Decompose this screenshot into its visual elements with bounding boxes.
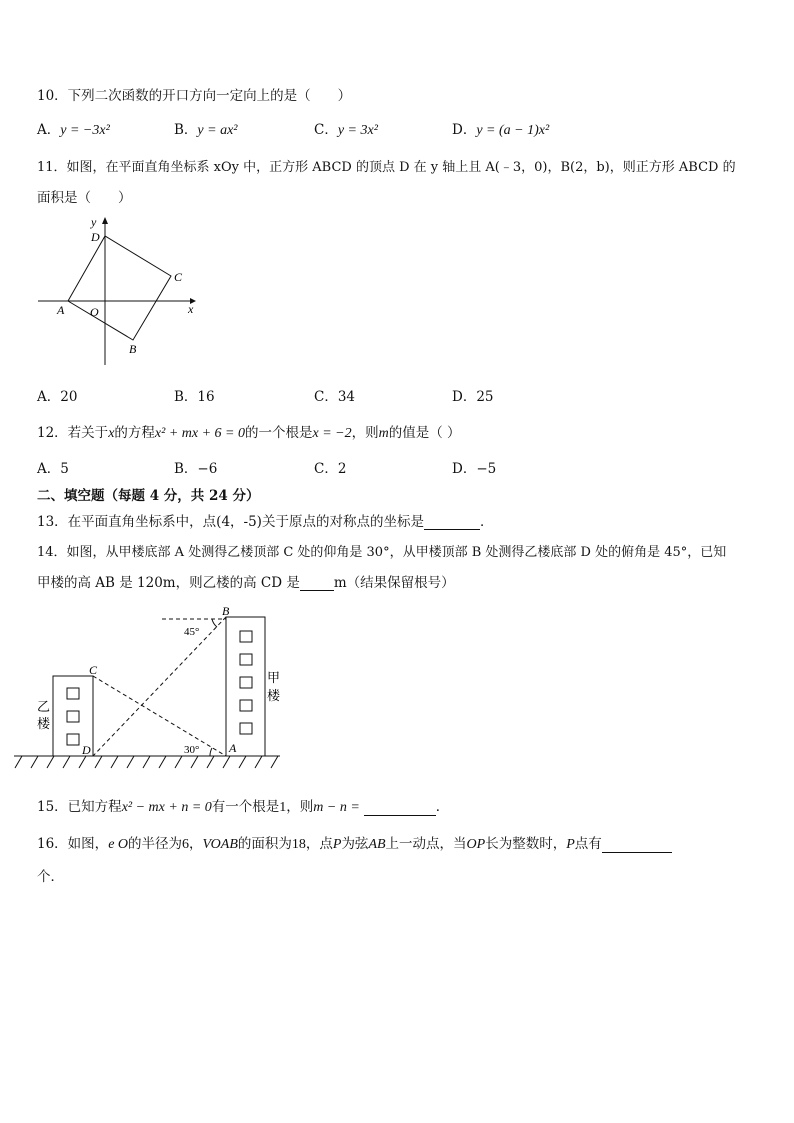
q16-point-p: P <box>566 837 575 852</box>
q11-stem-line2: 面积是（ ） <box>37 190 132 206</box>
q13-stem <box>37 510 493 530</box>
building-label-yi-2: 楼 <box>37 717 51 732</box>
q15-text: 有一个根是 <box>211 799 280 815</box>
q16-radius: 6 <box>182 837 190 852</box>
q12-text: 的一个根是 <box>244 425 313 441</box>
q10-option-a <box>37 118 110 139</box>
q12-text: 12．若关于 <box>37 425 109 441</box>
q13-text: 13．在平面直角坐标系中，点(4，-5)关于原点的对称点的坐标是 <box>37 514 424 530</box>
q16-text: 为弦 <box>341 836 369 852</box>
q15-end: ． <box>435 799 450 815</box>
q11-option-c <box>314 385 355 405</box>
option-value: 34 <box>337 389 356 405</box>
option-value: 25 <box>476 389 494 405</box>
option-letter: D． <box>452 122 477 138</box>
q16-text: 的面积为 <box>237 836 292 852</box>
q16-text: 长为整数时， <box>485 836 567 852</box>
q11-option-a <box>37 385 77 405</box>
q12-text: 的方程 <box>114 425 155 441</box>
point-label-c: C <box>89 663 98 677</box>
q16-text: 点有 <box>574 836 602 852</box>
angle-label-45: 45° <box>184 626 200 638</box>
point-label-a: A <box>229 741 237 755</box>
q12-option-c <box>314 457 346 477</box>
q15-root: 1 <box>279 800 287 815</box>
option-expr: y = (a − 1)x² <box>476 123 550 138</box>
point-label-b: B <box>222 604 230 618</box>
q12-stem <box>37 421 461 442</box>
q12-option-a <box>37 457 69 477</box>
q16-point-p: P <box>332 837 342 852</box>
option-letter: C． <box>314 461 338 477</box>
q16-stem-line1 <box>37 832 672 853</box>
q15-stem <box>37 795 449 816</box>
q12-equation: x² + mx + 6 = 0 <box>154 426 245 441</box>
point-label-b: B <box>129 342 137 356</box>
option-letter: B． <box>174 122 198 138</box>
q12-text: 的值是（ ） <box>388 425 461 441</box>
q16-area: 18 <box>291 837 306 852</box>
option-value: −6 <box>197 461 218 477</box>
q14-answer-blank[interactable] <box>300 576 334 591</box>
option-value: 5 <box>60 461 69 477</box>
q14-text: 甲楼的高 AB 是 120m，则乙楼的高 CD 是 <box>37 575 300 591</box>
q11-stem-line1: 11．如图，在平面直角坐标系 xOy 中，正方形 ABCD 的顶点 D 在 y 轴上且 A(﹣3，0)，B(2，b)，则正方形 ABCD 的 <box>37 160 736 175</box>
option-letter: D． <box>452 389 477 405</box>
q12-var-m: m <box>378 426 389 441</box>
axis-label-x: x <box>188 302 194 316</box>
option-letter: A． <box>37 389 61 405</box>
q10-stem: 10．下列二次函数的开口方向一定向上的是（ ） <box>37 88 352 104</box>
q16-text: 上一动点，当 <box>385 836 467 852</box>
q14-text: m（结果保留根号） <box>333 575 455 591</box>
q16-triangle: VOAB <box>202 837 238 852</box>
q15-expression: m − n = <box>313 800 360 815</box>
building-label-yi-1: 乙 <box>37 700 51 715</box>
axis-label-y: y <box>91 215 97 229</box>
q16-text: 16．如图， <box>37 836 109 852</box>
q16-stem-line2: 个． <box>37 869 64 885</box>
q12-option-b <box>174 457 217 477</box>
q16-circle: e O <box>108 837 129 852</box>
option-letter: A． <box>37 122 61 138</box>
angle-label-30: 30° <box>184 744 200 756</box>
q12-option-d <box>452 457 496 477</box>
option-letter: C． <box>314 389 338 405</box>
q16-text: ， <box>189 836 203 852</box>
q16-segment: OP <box>466 837 486 852</box>
q10-option-b <box>174 118 238 139</box>
q15-equation: x² − mx + n = 0 <box>121 800 212 815</box>
q15-text: ，则 <box>286 799 314 815</box>
option-value: 20 <box>60 389 78 405</box>
option-value: 2 <box>337 461 347 477</box>
q10-option-c <box>314 118 378 139</box>
q14-stem-line2 <box>37 571 455 591</box>
q10-option-d <box>452 118 549 139</box>
option-letter: C． <box>314 122 338 138</box>
q14-figure <box>12 600 282 780</box>
q15-answer-blank[interactable] <box>364 801 436 816</box>
q16-answer-blank[interactable] <box>602 838 672 853</box>
option-letter: D． <box>452 461 477 477</box>
q15-text: 15．已知方程 <box>37 799 122 815</box>
q13-end: ． <box>479 514 494 530</box>
option-expr: y = 3x² <box>337 123 378 138</box>
point-label-o: O <box>90 305 99 319</box>
option-letter: B． <box>174 389 198 405</box>
point-label-c: C <box>174 270 183 284</box>
q14-stem-line1: 14．如图，从甲楼底部 A 处测得乙楼顶部 C 处的仰角是 30°，从甲楼顶部 B 处测得乙楼底部 D 处的俯角是 45°，已知 <box>37 545 727 560</box>
q11-figure <box>30 210 210 375</box>
q13-answer-blank[interactable] <box>424 515 480 530</box>
option-expr: y = −3x² <box>60 123 110 138</box>
option-value: 16 <box>197 389 215 405</box>
q12-var-x: x <box>108 426 115 441</box>
option-letter: A． <box>37 461 61 477</box>
q11-option-b <box>174 385 215 405</box>
point-label-d: D <box>91 230 100 244</box>
q16-text: 的半径为 <box>128 836 183 852</box>
q12-root: x = −2 <box>312 426 352 441</box>
q16-chord: AB <box>368 837 386 852</box>
option-letter: B． <box>174 461 198 477</box>
q12-text: ，则 <box>351 425 379 441</box>
section-title: 二、填空题（每题 4 分，共 24 分） <box>37 488 260 504</box>
q16-text: ，点 <box>305 836 333 852</box>
option-value: −5 <box>476 461 497 477</box>
point-label-a: A <box>57 303 65 317</box>
building-label-jia-2: 楼 <box>267 689 281 704</box>
q11-option-d <box>452 385 494 405</box>
option-expr: y = ax² <box>197 123 238 138</box>
point-label-d: D <box>82 743 91 757</box>
building-label-jia-1: 甲 <box>267 671 281 686</box>
